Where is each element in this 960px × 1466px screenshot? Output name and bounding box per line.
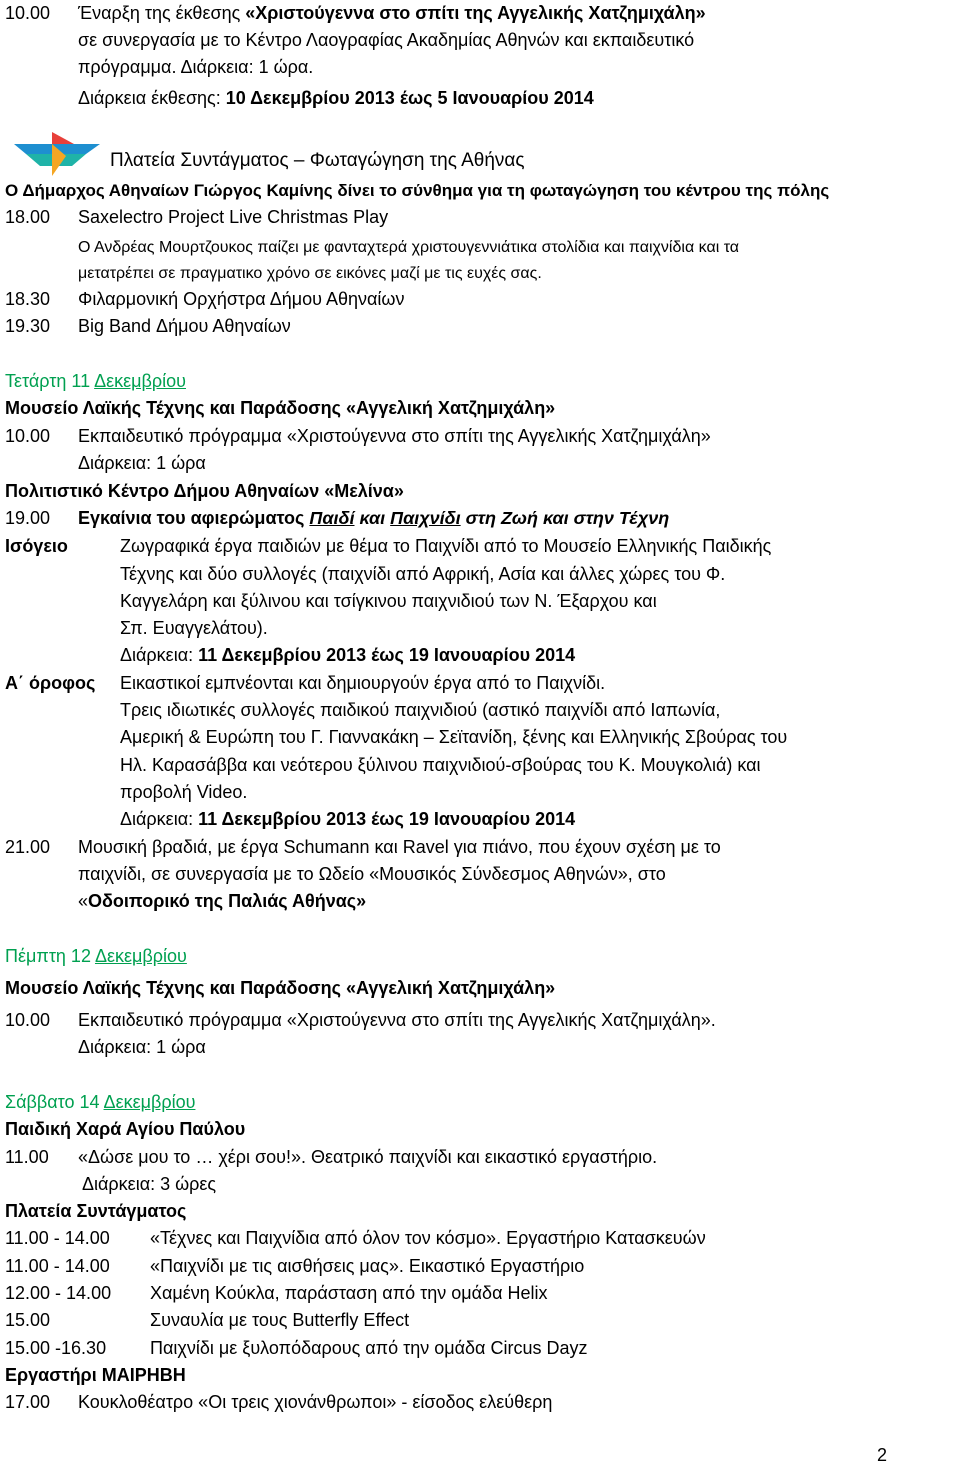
text: και xyxy=(537,508,574,528)
page-number: 2 xyxy=(877,1445,888,1465)
time: 19.30 xyxy=(5,316,51,336)
title: Κουκλοθέατρο «Οι τρεις χιονάνθρωποι» - είσοδος ελεύθερη xyxy=(78,1392,553,1412)
time: 21.00 xyxy=(5,837,51,857)
text: Διάρκεια: 1 ώρα xyxy=(78,1037,206,1057)
text: προβολή Video. xyxy=(120,782,248,802)
text: Ο Ανδρέας Μουρτζουκος παίζει με φανταχτερά χριστουγεννιάτικα στολίδια και παιχνίδια και τα xyxy=(78,239,740,256)
exhibition-title: «Χριστούγεννα στο σπίτι της Αγγελικής Χατζημιχάλη» xyxy=(245,3,706,23)
paper-boat-logo xyxy=(14,132,100,178)
label: Διάρκεια έκθεσης: xyxy=(78,88,226,108)
time: 12.00 - 14.00 xyxy=(5,1283,112,1303)
time: 10.00 xyxy=(5,1010,51,1030)
venue-name: Μουσείο Λαϊκής Τέχνης και Παράδοσης «Αγγελική Χατζημιχάλη» xyxy=(5,398,556,418)
time: 15.00 xyxy=(5,1310,51,1330)
time: 10.00 xyxy=(5,3,51,23)
text: Παιδί xyxy=(309,508,355,528)
text: Έναρξη της έκθεσης xyxy=(78,3,246,23)
text: Διάρκεια: 1 ώρα xyxy=(78,453,206,473)
text: « xyxy=(78,891,89,911)
text: και xyxy=(354,508,391,528)
text: Μουσική βραδιά, με έργα Schumann και Ravel για πιάνο, που έχουν σχέση με το xyxy=(78,837,721,857)
text: μετατρέπει σε πραγματικο χρόνο σε εικόνες μαζί με τις ευχές σας. xyxy=(78,265,542,282)
day: Σάββατο 14 xyxy=(5,1092,104,1112)
time: 19.00 xyxy=(5,508,51,528)
label: Διάρκεια: xyxy=(120,809,199,829)
heading: Πλατεία Συντάγματος – Φωταγώγηση της Αθήνας xyxy=(110,150,525,171)
venue-name: Παιδική Χαρά Αγίου Παύλου xyxy=(5,1119,246,1139)
title: Εκπαιδευτικό πρόγραμμα «Χριστούγεννα στο σπίτι της Αγγελικής Χατζημιχάλη» xyxy=(78,426,711,446)
dates: 10 Δεκεμβρίου 2013 έως 5 Ιανουαρίου 2014 xyxy=(225,88,594,108)
time: 10.00 xyxy=(5,426,51,446)
title: Saxelectro Project Live Christmas Play xyxy=(78,207,389,227)
time: 18.30 xyxy=(5,289,51,309)
label: Διάρκεια: xyxy=(120,645,199,665)
text: πρόγραμμα. Διάρκεια: 1 ώρα. xyxy=(78,57,314,77)
text: Διάρκεια: 3 ώρες xyxy=(82,1174,217,1194)
title: Εκπαιδευτικό πρόγραμμα «Χριστούγεννα στο σπίτι της Αγγελικής Χατζημιχάλη». xyxy=(78,1010,716,1030)
venue-name: Εργαστήρι ΜΑΙΡΗΒΗ xyxy=(5,1365,186,1385)
month: Δεκεμβρίου xyxy=(103,1092,196,1112)
day: Τετάρτη 11 xyxy=(5,371,95,391)
floor-label: Α΄ όροφος xyxy=(5,673,96,693)
month: Δεκεμβρίου xyxy=(94,946,187,966)
time: 11.00 - 14.00 xyxy=(5,1256,110,1276)
time: 17.00 xyxy=(5,1392,51,1412)
venue-name: Μουσείο Λαϊκής Τέχνης και Παράδοσης «Αγγελική Χατζημιχάλη» xyxy=(5,978,556,998)
time: 15.00 -16.30 xyxy=(5,1338,107,1358)
day: Πέμπτη 12 xyxy=(5,946,95,966)
month: Δεκεμβρίου xyxy=(94,371,186,391)
text: Ο Δήμαρχος Αθηναίων Γιώργος Καμίνης δίνει το σύνθημα για τη φωταγώγηση του κέντρου της πόλης xyxy=(5,181,830,200)
time: 11.00 - 14.00 xyxy=(5,1228,110,1248)
title: «Παιχνίδι με τις αισθήσεις μας». Εικαστικό Εργαστήριο xyxy=(150,1256,585,1276)
text: Εγκαίνια του αφιερώματος xyxy=(78,508,310,528)
text: στη Ζωή xyxy=(460,508,538,528)
text: Παιχνίδι xyxy=(390,508,461,528)
text: Τρεις ιδιωτικές συλλογές παιδικού παιχνιδιού (αστικό παιχνίδι από Ιαπωνία, xyxy=(120,700,721,720)
dates: 11 Δεκεμβρίου 2013 έως 19 Ιανουαρίου 2014 xyxy=(198,645,576,665)
text: Ηλ. Καρασάββα και νεότερου ξύλινου παιχνιδιού-σβούρας του Κ. Μουγκολιά) και xyxy=(120,755,761,775)
text: Σπ. Ευαγγελάτου). xyxy=(120,618,268,638)
venue-name: Οδοιπορικό της Παλιάς Αθήνας» xyxy=(88,891,367,911)
title: Συναυλία με τους Butterfly Effect xyxy=(150,1310,410,1330)
venue-name: Πολιτιστικό Κέντρο Δήμου Αθηναίων «Μελίνα» xyxy=(5,481,404,501)
title: Φιλαρμονική Ορχήστρα Δήμου Αθηναίων xyxy=(78,289,405,309)
time: 11.00 xyxy=(5,1147,49,1167)
title: «Δώσε μου το … χέρι σου!». Θεατρικό παιχνίδι και εικαστικό εργαστήριο. xyxy=(78,1147,658,1167)
text: παιχνίδι, σε συνεργασία με το Ωδείο «Μουσικός Σύνδεσμος Αθηνών», στο xyxy=(78,864,666,884)
text: Ζωγραφικά έργα παιδιών με θέμα το Παιχνίδι από το Μουσείο Ελληνικής Παιδικής xyxy=(120,536,772,556)
text: Καγγελάρη και ξύλινου και τσίγκινου παιχνιδιού των Ν. Έξαρχου και xyxy=(120,591,657,611)
title: Παιχνίδι με ξυλοπόδαρους από την ομάδα Circus Dayz xyxy=(150,1338,588,1358)
text: στην Τέχνη xyxy=(573,508,670,528)
title: «Τέχνες και Παιχνίδια από όλον τον κόσμο». Εργαστήριο Κατασκευών xyxy=(150,1228,706,1248)
dates: 11 Δεκεμβρίου 2013 έως 19 Ιανουαρίου 2014 xyxy=(198,809,576,829)
text: Αμερική & Ευρώπη του Γ. Γιαννακάκη – Σεϊτανίδη, ξένης και Ελληνικής Σβούρας του xyxy=(120,727,788,747)
time: 18.00 xyxy=(5,207,51,227)
title: Χαμένη Κούκλα, παράσταση από την ομάδα Helix xyxy=(150,1283,548,1303)
title: Big Band Δήμου Αθηναίων xyxy=(78,316,291,336)
text: Εικαστικοί εμπνέονται και δημιουργούν έργα από το Παιχνίδι. xyxy=(120,673,606,693)
text: σε συνεργασία με το Κέντρο Λαογραφίας Ακαδημίας Αθηνών και εκπαιδευτικό xyxy=(78,30,695,50)
floor-label: Ισόγειο xyxy=(5,536,68,556)
venue-name: Πλατεία Συντάγματος xyxy=(5,1201,187,1221)
text: Τέχνης και δύο συλλογές (παιχνίδι από Αφρική, Ασία και άλλες χώρες του Φ. xyxy=(120,564,726,584)
